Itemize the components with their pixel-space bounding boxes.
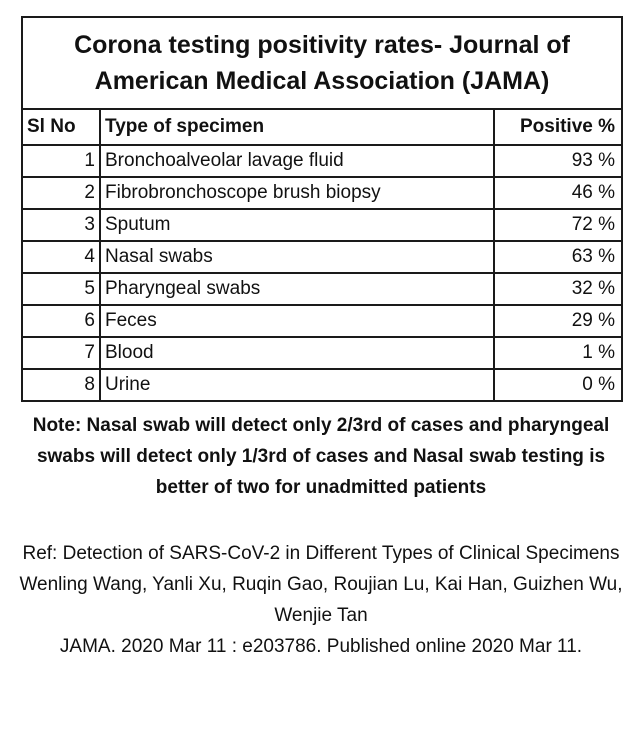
row-number: 2 [22, 177, 100, 209]
header-row [22, 109, 622, 145]
row-specimen: Fibrobronchoscope brush biopsy [100, 177, 494, 209]
table-row [22, 177, 622, 209]
header-type: Type of specimen [100, 109, 494, 145]
row-number: 4 [22, 241, 100, 273]
row-specimen: Blood [100, 337, 494, 369]
row-specimen: Nasal swabs [100, 241, 494, 273]
row-specimen: Pharyngeal swabs [100, 273, 494, 305]
header-sl-no: Sl No [22, 109, 100, 145]
row-number: 8 [22, 369, 100, 401]
table-row [22, 305, 622, 337]
table-row [22, 209, 622, 241]
row-specimen: Sputum [100, 209, 494, 241]
row-number: 5 [22, 273, 100, 305]
note-text: Note: Nasal swab will detect only 2/3rd of cases and pharyngeal swabs will detect only 1/3rd of cases and Nasal swab testing is better of two for unadmitted patients [32, 415, 610, 498]
table-row [22, 273, 622, 305]
row-number: 3 [22, 209, 100, 241]
row-positive: 93 % [494, 145, 622, 177]
row-positive: 32 % [494, 273, 622, 305]
row-number: 1 [22, 145, 100, 177]
table-row [22, 241, 622, 273]
row-specimen: Bronchoalveolar lavage fluid [100, 145, 494, 177]
reference-block [16, 538, 626, 662]
row-positive: 46 % [494, 177, 622, 209]
reference-title: Ref: Detection of SARS-CoV-2 in Different Types of Clinical Specimens [22, 543, 620, 564]
table-row [22, 145, 622, 177]
row-specimen: Feces [100, 305, 494, 337]
row-positive: 72 % [494, 209, 622, 241]
row-number: 7 [22, 337, 100, 369]
table-row [22, 369, 622, 401]
table-row [22, 337, 622, 369]
row-specimen: Urine [100, 369, 494, 401]
row-positive: 29 % [494, 305, 622, 337]
reference-citation: JAMA. 2020 Mar 11 : e203786. Published online 2020 Mar 11. [59, 636, 583, 657]
positivity-table [21, 16, 623, 402]
row-positive: 63 % [494, 241, 622, 273]
row-positive: 1 % [494, 337, 622, 369]
reference-authors: Wenling Wang, Yanli Xu, Ruqin Gao, Roujian Lu, Kai Han, Guizhen Wu, Wenjie Tan [19, 574, 623, 626]
row-positive: 0 % [494, 369, 622, 401]
table-title: Corona testing positivity rates- Journal of American Medical Association (JAMA) [22, 17, 622, 109]
header-positive: Positive % [494, 109, 622, 145]
row-number: 6 [22, 305, 100, 337]
